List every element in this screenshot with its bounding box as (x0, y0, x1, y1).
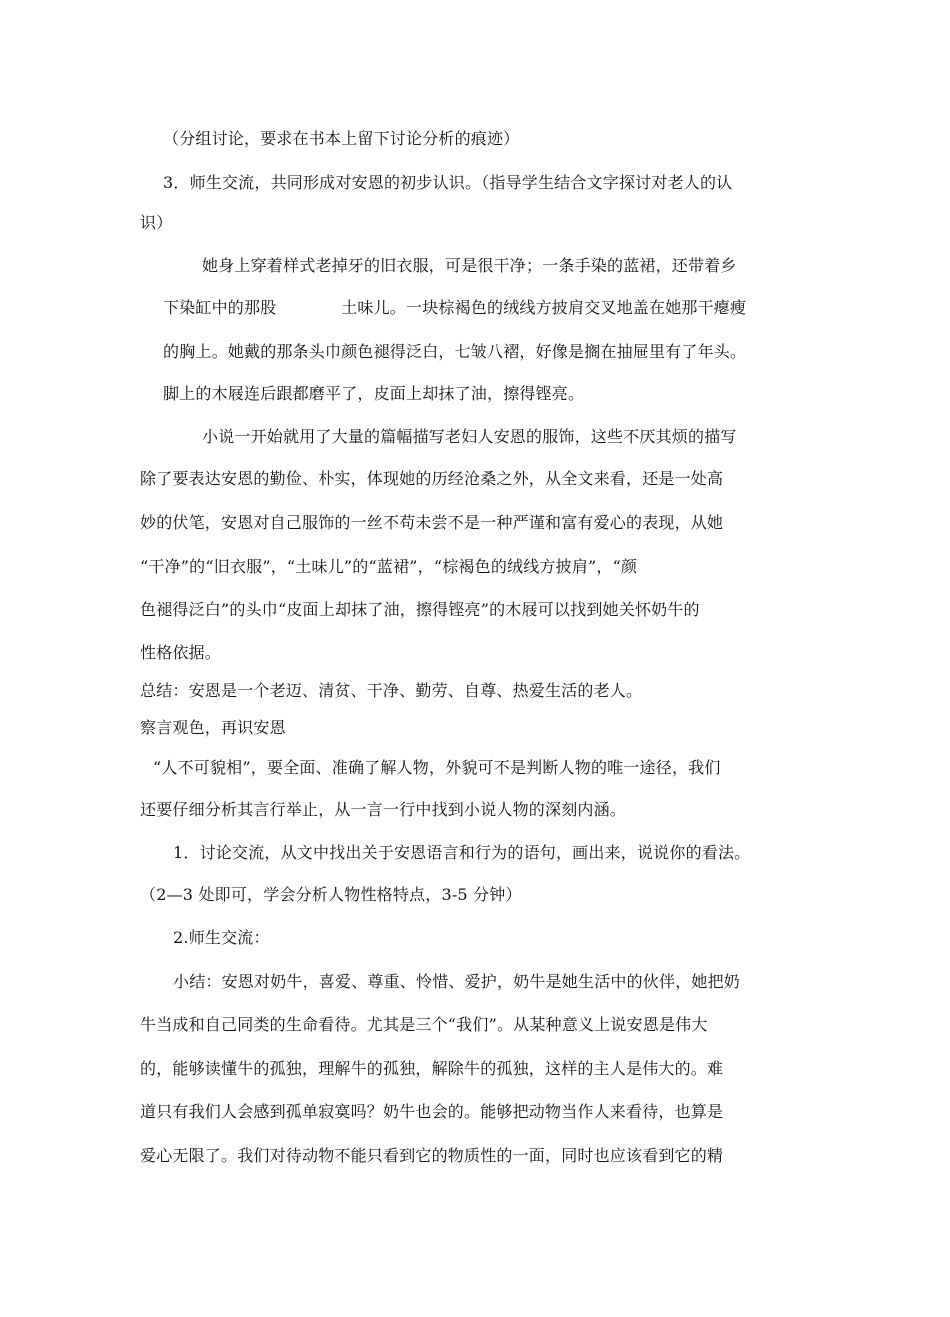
text-line: 下染缸中的那股 土味儿。一块棕褐色的绒线方披肩交叉地盖在她那干瘪瘦 (163, 298, 747, 317)
text-line: 色褪得泛白”的头巾“皮面上却抹了油，擦得铿亮”的木屐可以找到她关怀奶牛的 (140, 600, 700, 619)
text-line: 性格依据。 (140, 643, 222, 662)
text-line: 道只有我们人会感到孤单寂寞吗？奶牛也会的。能够把动物当作人来看待，也算是 (140, 1102, 724, 1121)
text-line: 的胸上。她戴的那条头巾颜色褪得泛白，七皱八褶，好像是搁在抽屉里有了年头。 (163, 342, 747, 361)
text-line: 爱心无限了。我们对待动物不能只看到它的物质性的一面，同时也应该看到它的精 (140, 1146, 724, 1165)
text-line: 的，能够读懂牛的孤独，理解牛的孤独，解除牛的孤独，这样的主人是伟大的。难 (140, 1059, 724, 1078)
text-line: 小结：安恩对奶牛，喜爱、尊重、怜惜、爱护，奶牛是她生活中的伙伴，她把奶 (173, 972, 741, 991)
text-line: 3．师生交流，共同形成对安恩的初步认识。（指导学生结合文字探讨对老人的认 (163, 173, 733, 192)
text-line: 她身上穿着样式老掉牙的旧衣服，可是很干净；一条手染的蓝裙，还带着乡 (202, 256, 737, 275)
text-line: “人不可貌相”，要全面、准确了解人物，外貌可不是判断人物的唯一途径，我们 (153, 758, 721, 777)
text-line: 脚上的木屐连后跟都磨平了，皮面上却抹了油，擦得铿亮。 (163, 384, 585, 403)
text-line: 1．讨论交流，从文中找出关于安恩语言和行为的语句，画出来，说说你的看法。 (173, 843, 751, 862)
text-line: 还要仔细分析其言行举止，从一言一行中找到小说人物的深刻内涵。 (140, 800, 627, 819)
text-line: “干净”的“旧衣服”，“土味儿”的“蓝裙”，“棕褐色的绒线方披肩”，“颜 (140, 557, 638, 576)
text-line: 总结：安恩是一个老迈、清贫、干净、勤劳、自尊、热爱生活的老人。 (140, 681, 643, 700)
text-line: 妙的伏笔，安恩对自己服饰的一丝不苟未尝不是一种严谨和富有爱心的表现，从她 (140, 513, 724, 532)
text-line: 2.师生交流： (173, 928, 270, 947)
text-line: 识） (140, 213, 173, 232)
text-line: （分组讨论，要求在书本上留下讨论分析的痕迹） (163, 129, 520, 148)
text-line: 除了要表达安恩的勤俭、朴实，体现她的历经沧桑之外，从全文来看，还是一处高 (140, 469, 724, 488)
section-heading: 察言观色，再识安恩 (140, 718, 286, 737)
text-line: 小说一开始就用了大量的篇幅描写老妇人安恩的服饰，这些不厌其烦的描写 (202, 427, 737, 446)
text-line: 牛当成和自己同类的生命看待。尤其是三个“我们”。从某种意义上说安恩是伟大 (140, 1015, 708, 1034)
text-line: （2—3 处即可，学会分析人物性格特点，3-5 分钟） (140, 885, 522, 904)
